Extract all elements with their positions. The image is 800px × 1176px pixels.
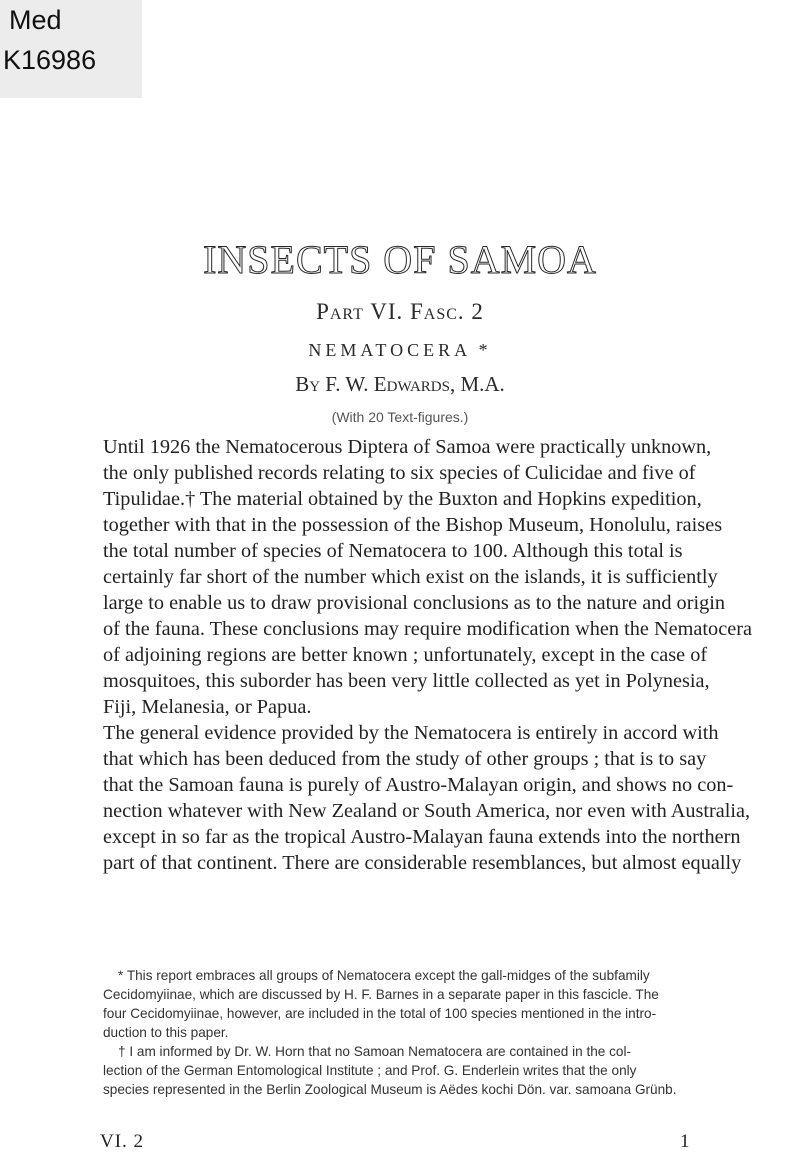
byline-by: By — [295, 372, 321, 396]
body-line: that the Samoan fauna is purely of Austro-Malayan origin, and shows no con- — [103, 774, 734, 796]
body-line: part of that continent. There are considerable resemblances, but almost equally — [103, 852, 742, 874]
body-line: Until 1926 the Nematocerous Diptera of Samoa were practically unknown, — [103, 436, 712, 458]
author-byline — [0, 372, 800, 397]
footnote-line: duction to this paper. — [103, 1025, 229, 1040]
body-line: mosquitoes, this suborder has been very little collected as yet in Polynesia, — [103, 670, 710, 692]
body-line: large to enable us to draw provisional conclusions as to the nature and origin — [103, 592, 725, 614]
author-name: F. W. Edwards, — [325, 372, 456, 396]
footnote-line: † I am informed by Dr. W. Horn that no Samoan Nematocera are contained in the col- — [118, 1044, 632, 1059]
page-title: INSECTS OF SAMOA — [203, 237, 597, 282]
part-heading: Part VI. Fasc. 2 — [316, 299, 484, 324]
page-number: 1 — [680, 1131, 690, 1152]
body-line: Tipulidae.† The material obtained by the Buxton and Hopkins expedition, — [103, 488, 702, 510]
footnote-line: species represented in the Berlin Zoological Museum is Aëdes kochi Dön. var. samoana Grünb. — [103, 1082, 677, 1097]
library-label — [0, 0, 142, 98]
body-line: that which has been deduced from the study of other groups ; that is to say — [103, 748, 707, 770]
body-line: the total number of species of Nematocera to 100. Although this total is — [103, 540, 683, 562]
signature-mark: VI. 2 — [100, 1131, 145, 1152]
body-line: Fiji, Melanesia, or Papua. — [103, 696, 312, 718]
footnote-line: * This report embraces all groups of Nematocera except the gall-midges of the subfamily — [118, 968, 650, 983]
library-label-line1: Med — [9, 5, 62, 35]
footnote-line: lection of the German Entomological Institute ; and Prof. G. Enderlein writes that the only — [103, 1063, 637, 1078]
figures-note: (With 20 Text-figures.) — [331, 409, 469, 425]
body-line: except in so far as the tropical Austro-Malayan fauna extends into the northern — [103, 826, 741, 848]
body-line: certainly far short of the number which exist on the islands, it is sufficiently — [103, 566, 718, 588]
body-line: together with that in the possession of the Bishop Museum, Honolulu, raises — [103, 514, 723, 536]
author-degree: M.A. — [460, 372, 505, 396]
body-line: nection whatever with New Zealand or South America, nor even with Australia, — [103, 800, 751, 822]
body-line: of the fauna. These conclusions may require modification when the Nematocera — [103, 618, 752, 640]
footnote-line: Cecidomyiinae, which are discussed by H. F. Barnes in a separate paper in this fascicle. The — [103, 987, 659, 1002]
footnote-line: four Cecidomyiinae, however, are included in the total of 100 species mentioned in the intro- — [103, 1006, 657, 1021]
body-line: The general evidence provided by the Nematocera is entirely in accord with — [103, 722, 719, 744]
body-line: of adjoining regions are better known ; unfortunately, except in the case of — [103, 644, 708, 666]
body-line: the only published records relating to six species of Culicidae and five of — [103, 462, 696, 484]
library-label-line2: K16986 — [3, 45, 97, 75]
subject-heading: NEMATOCERA * — [308, 340, 492, 360]
